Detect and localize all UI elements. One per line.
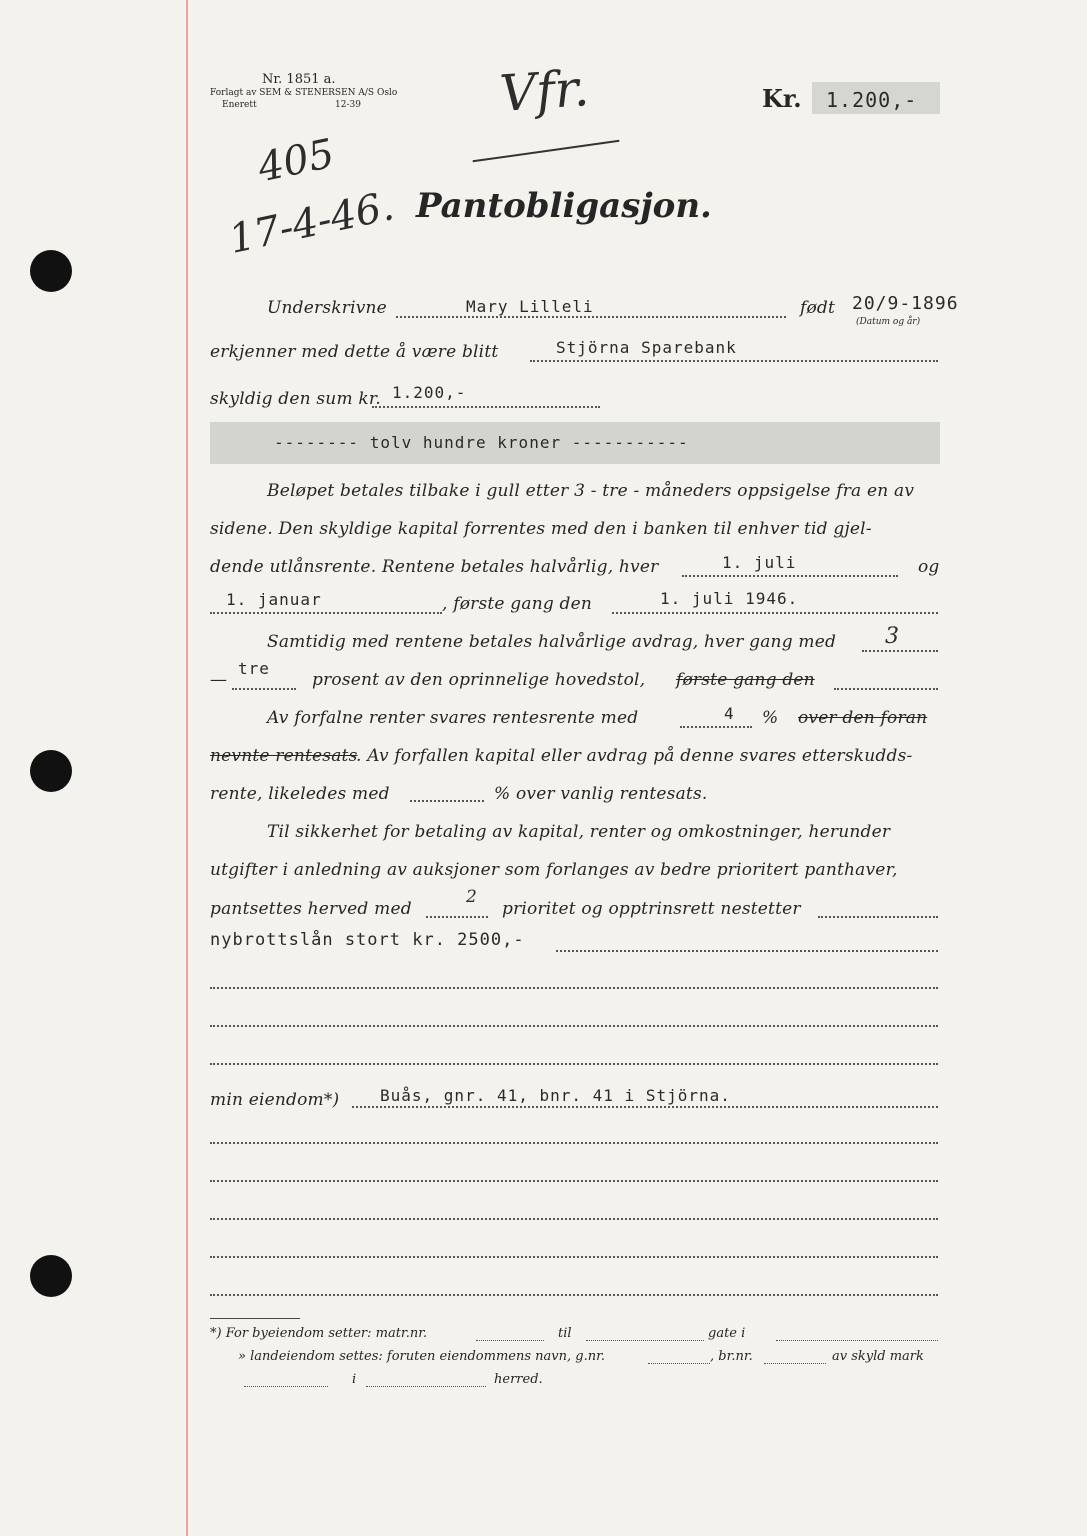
print-code: 12-39	[335, 100, 361, 110]
fill-line	[210, 1218, 938, 1220]
fill-line	[818, 916, 938, 918]
fill-line	[210, 612, 442, 614]
fill-line	[352, 1106, 938, 1108]
fill-line	[648, 1363, 710, 1364]
sum-label: skyldig den sum kr.	[210, 389, 381, 409]
fill-line	[396, 316, 786, 318]
fill-line	[210, 1063, 938, 1065]
fill-line	[210, 1294, 938, 1296]
p3-interest-rate: 4	[724, 704, 735, 723]
fill-line	[764, 1363, 826, 1364]
fill-line	[210, 1256, 938, 1258]
fill-line	[366, 1386, 486, 1387]
undersigned-label: Underskrivne	[267, 298, 387, 318]
fill-line	[612, 612, 938, 614]
p4-line1: Til sikkerhet for betaling av kapital, renter og omkostninger, herunder	[267, 822, 891, 842]
footnote-line2-c: av skyld mark	[832, 1349, 924, 1364]
fill-line	[232, 688, 296, 690]
footnote-line1-a: *) For byeiendom setter: matr.nr.	[210, 1326, 428, 1341]
fill-line	[682, 575, 898, 577]
fill-line	[530, 360, 938, 362]
p4-priority: 2	[466, 887, 477, 907]
footnote-line3-b: herred.	[494, 1372, 543, 1387]
p3-percent: %	[762, 708, 779, 728]
p2-line1: Samtidig med rentene betales halvårlige avdrag, hver gang med	[267, 632, 837, 652]
binder-hole	[30, 1255, 72, 1297]
p1-line1: Beløpet betales tilbake i gull etter 3 - tre - måneders oppsigelse fra en av	[267, 481, 915, 501]
p1-date2: 1. januar	[226, 590, 322, 609]
fill-line	[372, 406, 600, 408]
property-value: Buås, gnr. 41, bnr. 41 i Stjörna.	[380, 1086, 731, 1105]
born-label: født	[800, 298, 836, 318]
fill-line	[476, 1340, 544, 1341]
acknowledge-label: erkjenner med dette å være blitt	[210, 342, 499, 362]
binder-hole	[30, 250, 72, 292]
sum-value: 1.200,-	[392, 383, 467, 402]
p4-line2: utgifter i anledning av auksjoner som forlanges av bedre prioritert panthaver,	[210, 860, 898, 880]
p1-line3b: og	[918, 557, 940, 577]
prior-loan: nybrottslån stort kr. 2500,-	[210, 930, 525, 950]
p1-date1: 1. juli	[722, 553, 797, 572]
p3-struck-text-2: nevnte rentesats	[210, 746, 358, 766]
p2-dash: —	[210, 670, 228, 690]
p3-line3a: rente, likeledes med	[210, 784, 390, 804]
sum-words: -------- tolv hundre kroner -----------	[274, 433, 689, 452]
footnote-rule	[210, 1318, 300, 1319]
fill-line	[244, 1386, 328, 1387]
p3-line3b: % over vanlig rentesats.	[494, 784, 708, 804]
p3-line2b: . Av forfallen kapital eller avdrag på denne svares etterskudds-	[356, 746, 913, 766]
p4-line3a: pantsettes herved med	[210, 899, 412, 919]
publisher-line: Forlagt av SEM & STENERSEN A/S Oslo	[210, 88, 398, 98]
p2-installment-word: tre	[238, 659, 270, 678]
fill-line	[426, 916, 488, 918]
fill-line	[210, 1142, 938, 1144]
rights-line: Enerett	[222, 100, 257, 110]
form-number: Nr. 1851 a.	[262, 72, 336, 87]
p1-first-date: 1. juli 1946.	[660, 589, 799, 608]
footnote-line2-b: , br.nr.	[710, 1349, 753, 1364]
p2-line2: prosent av den oprinnelige hovedstol,	[312, 670, 646, 690]
undersigned-value: Mary Lilleli	[466, 297, 594, 316]
p3-line1a: Av forfalne renter svares rentesrente med	[267, 708, 639, 728]
born-value: 20/9-1896	[852, 293, 959, 314]
margin-rule	[186, 0, 188, 1536]
p2-struck-text: første gang den	[676, 670, 815, 690]
registry-date: 17-4-46.	[225, 183, 398, 263]
born-hint: (Datum og år)	[856, 317, 921, 327]
fill-line	[210, 1025, 938, 1027]
footnote-line1-b: til	[558, 1326, 572, 1341]
footnote-line1-c: gate i	[708, 1326, 746, 1341]
fill-line	[834, 688, 938, 690]
binder-hole	[30, 750, 72, 792]
initials-handwritten: Vfr.	[498, 58, 591, 124]
p3-struck-text-1: over den foran	[798, 708, 928, 728]
fill-line	[776, 1340, 938, 1341]
fill-line	[410, 800, 484, 802]
p1-line2: sidene. Den skyldige kapital forrentes med den i banken til enhver tid gjel-	[210, 519, 872, 539]
fill-line	[586, 1340, 704, 1341]
amount-label: Kr.	[762, 84, 802, 113]
footnote-line3-a: i	[352, 1372, 357, 1387]
p4-line3b: prioritet og opptrinsrett nestetter	[502, 899, 801, 919]
creditor-value: Stjörna Sparebank	[556, 338, 737, 357]
amount-value: 1.200,-	[826, 88, 918, 112]
p1-line4a: , første gang den	[442, 594, 593, 614]
p2-installment-number: 3	[885, 624, 899, 649]
fill-line	[210, 1180, 938, 1182]
initials-underline	[473, 140, 620, 163]
fill-line	[210, 987, 938, 989]
registry-number: 405	[254, 130, 339, 192]
property-label: min eiendom*)	[210, 1090, 340, 1110]
footnote-line2-a: » landeiendom settes: foruten eiendommens navn, g.nr.	[238, 1349, 605, 1364]
p1-line3a: dende utlånsrente. Rentene betales halvårlig, hver	[210, 557, 659, 577]
fill-line	[862, 650, 938, 652]
fill-line	[680, 726, 752, 728]
fill-line	[556, 950, 938, 952]
document-title: Pantobligasjon.	[416, 186, 712, 226]
